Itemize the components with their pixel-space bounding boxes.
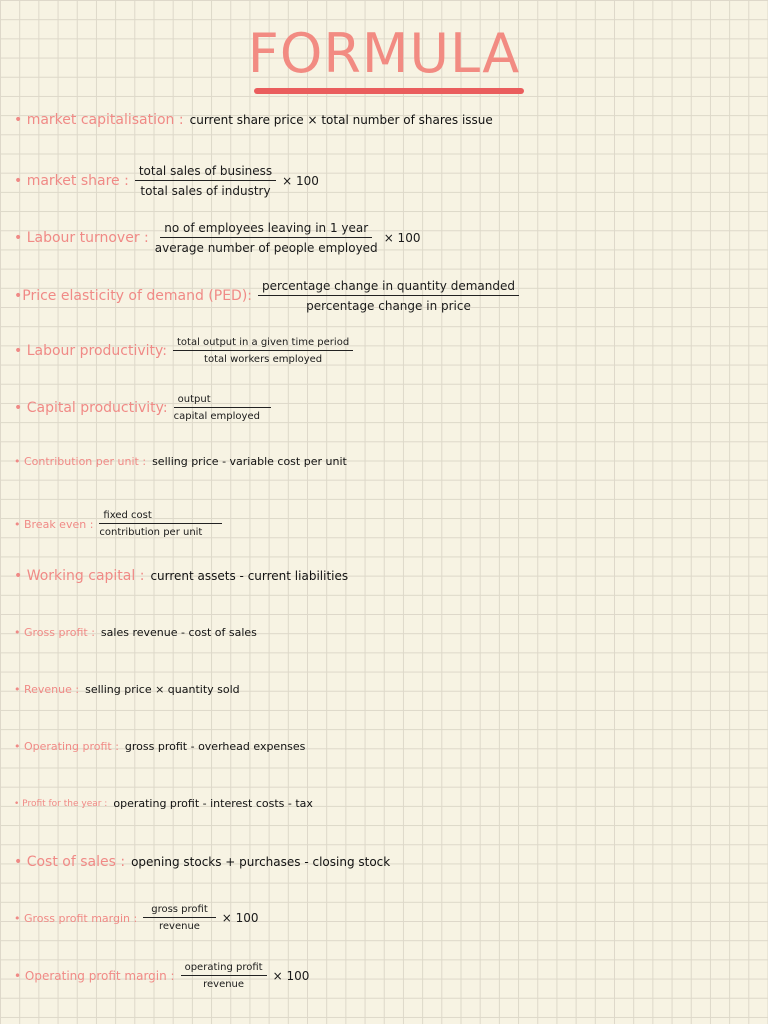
numerator: operating profit (181, 962, 267, 976)
formula-expression: current share price × total number of shares issue (189, 113, 493, 127)
formula-gross-profit (14, 626, 257, 639)
formula-operating-profit-margin (14, 962, 309, 990)
multiplier: × 100 (221, 911, 259, 925)
formula-label: • Revenue : (14, 683, 80, 696)
multiplier: × 100 (272, 969, 310, 983)
formula-label: • Contribution per unit : (14, 455, 147, 468)
formula-label: • Capital productivity: (14, 400, 168, 416)
formula-label: • Operating profit margin : (14, 969, 175, 983)
numerator: total sales of business (135, 164, 276, 181)
formula-label: •Price elasticity of demand (PED): (14, 288, 253, 304)
fraction (181, 962, 267, 990)
denominator: contribution per unit (99, 527, 203, 538)
formula-label: • market share : (14, 173, 129, 189)
formula-expression: selling price × quantity sold (85, 683, 240, 696)
formula-label: • Working capital : (14, 568, 145, 584)
multiplier: × 100 (282, 174, 319, 188)
fraction (258, 279, 519, 313)
formula-label: • Labour turnover : (14, 230, 149, 246)
numerator: output (174, 394, 271, 408)
numerator: percentage change in quantity demanded (258, 279, 519, 296)
formula-label: • Cost of sales : (14, 854, 126, 870)
fraction (173, 337, 353, 365)
formula-contribution-per-unit (14, 455, 347, 468)
formula-working-capital (14, 568, 348, 584)
page-title: FORMULA (247, 22, 521, 85)
formula-profit-for-the-year (14, 797, 313, 810)
numerator: fixed cost (99, 510, 221, 524)
formula-label: • Labour productivity: (14, 343, 168, 359)
formula-expression: operating profit - interest costs - tax (113, 797, 313, 810)
formula-labour-turnover (14, 221, 420, 255)
formula-market-capitalisation (14, 112, 493, 128)
formula-break-even (14, 510, 222, 538)
formula-price-elasticity (14, 279, 519, 313)
formula-expression: sales revenue - cost of sales (100, 626, 257, 639)
fraction (135, 164, 276, 198)
formula-label: • Gross profit : (14, 626, 95, 639)
denominator: capital employed (173, 411, 260, 422)
denominator: percentage change in price (306, 299, 471, 313)
multiplier: × 100 (383, 231, 421, 245)
formula-label: • market capitalisation : (14, 112, 184, 128)
formula-expression: current assets - current liabilities (150, 569, 349, 583)
formula-expression: gross profit - overhead expenses (124, 740, 306, 753)
formula-cost-of-sales (14, 854, 390, 870)
formula-label: • Operating profit : (14, 740, 119, 753)
formula-gross-profit-margin (14, 904, 259, 932)
fraction (143, 904, 216, 932)
fraction (174, 394, 271, 422)
fraction (99, 510, 221, 538)
formula-label: • Profit for the year : (14, 798, 108, 809)
denominator: revenue (159, 921, 200, 932)
denominator: revenue (203, 979, 245, 990)
formula-label: • Break even : (14, 517, 94, 531)
formula-expression: opening stocks + purchases - closing stock (131, 855, 391, 869)
denominator: total sales of industry (140, 184, 271, 198)
formula-labour-productivity (14, 337, 353, 365)
numerator: no of employees leaving in 1 year (160, 221, 372, 238)
denominator: average number of people employed (154, 241, 378, 255)
formula-expression: selling price - variable cost per unit (152, 455, 347, 468)
fraction (155, 221, 378, 255)
formula-capital-productivity (14, 394, 271, 422)
formula-revenue (14, 683, 240, 696)
numerator: gross profit (143, 904, 216, 918)
numerator: total output in a given time period (173, 337, 353, 351)
formula-operating-profit (14, 740, 305, 753)
denominator: total workers employed (204, 354, 323, 365)
formula-market-share (14, 164, 319, 198)
title-underline (254, 88, 524, 94)
formula-label: • Gross profit margin : (14, 911, 138, 925)
